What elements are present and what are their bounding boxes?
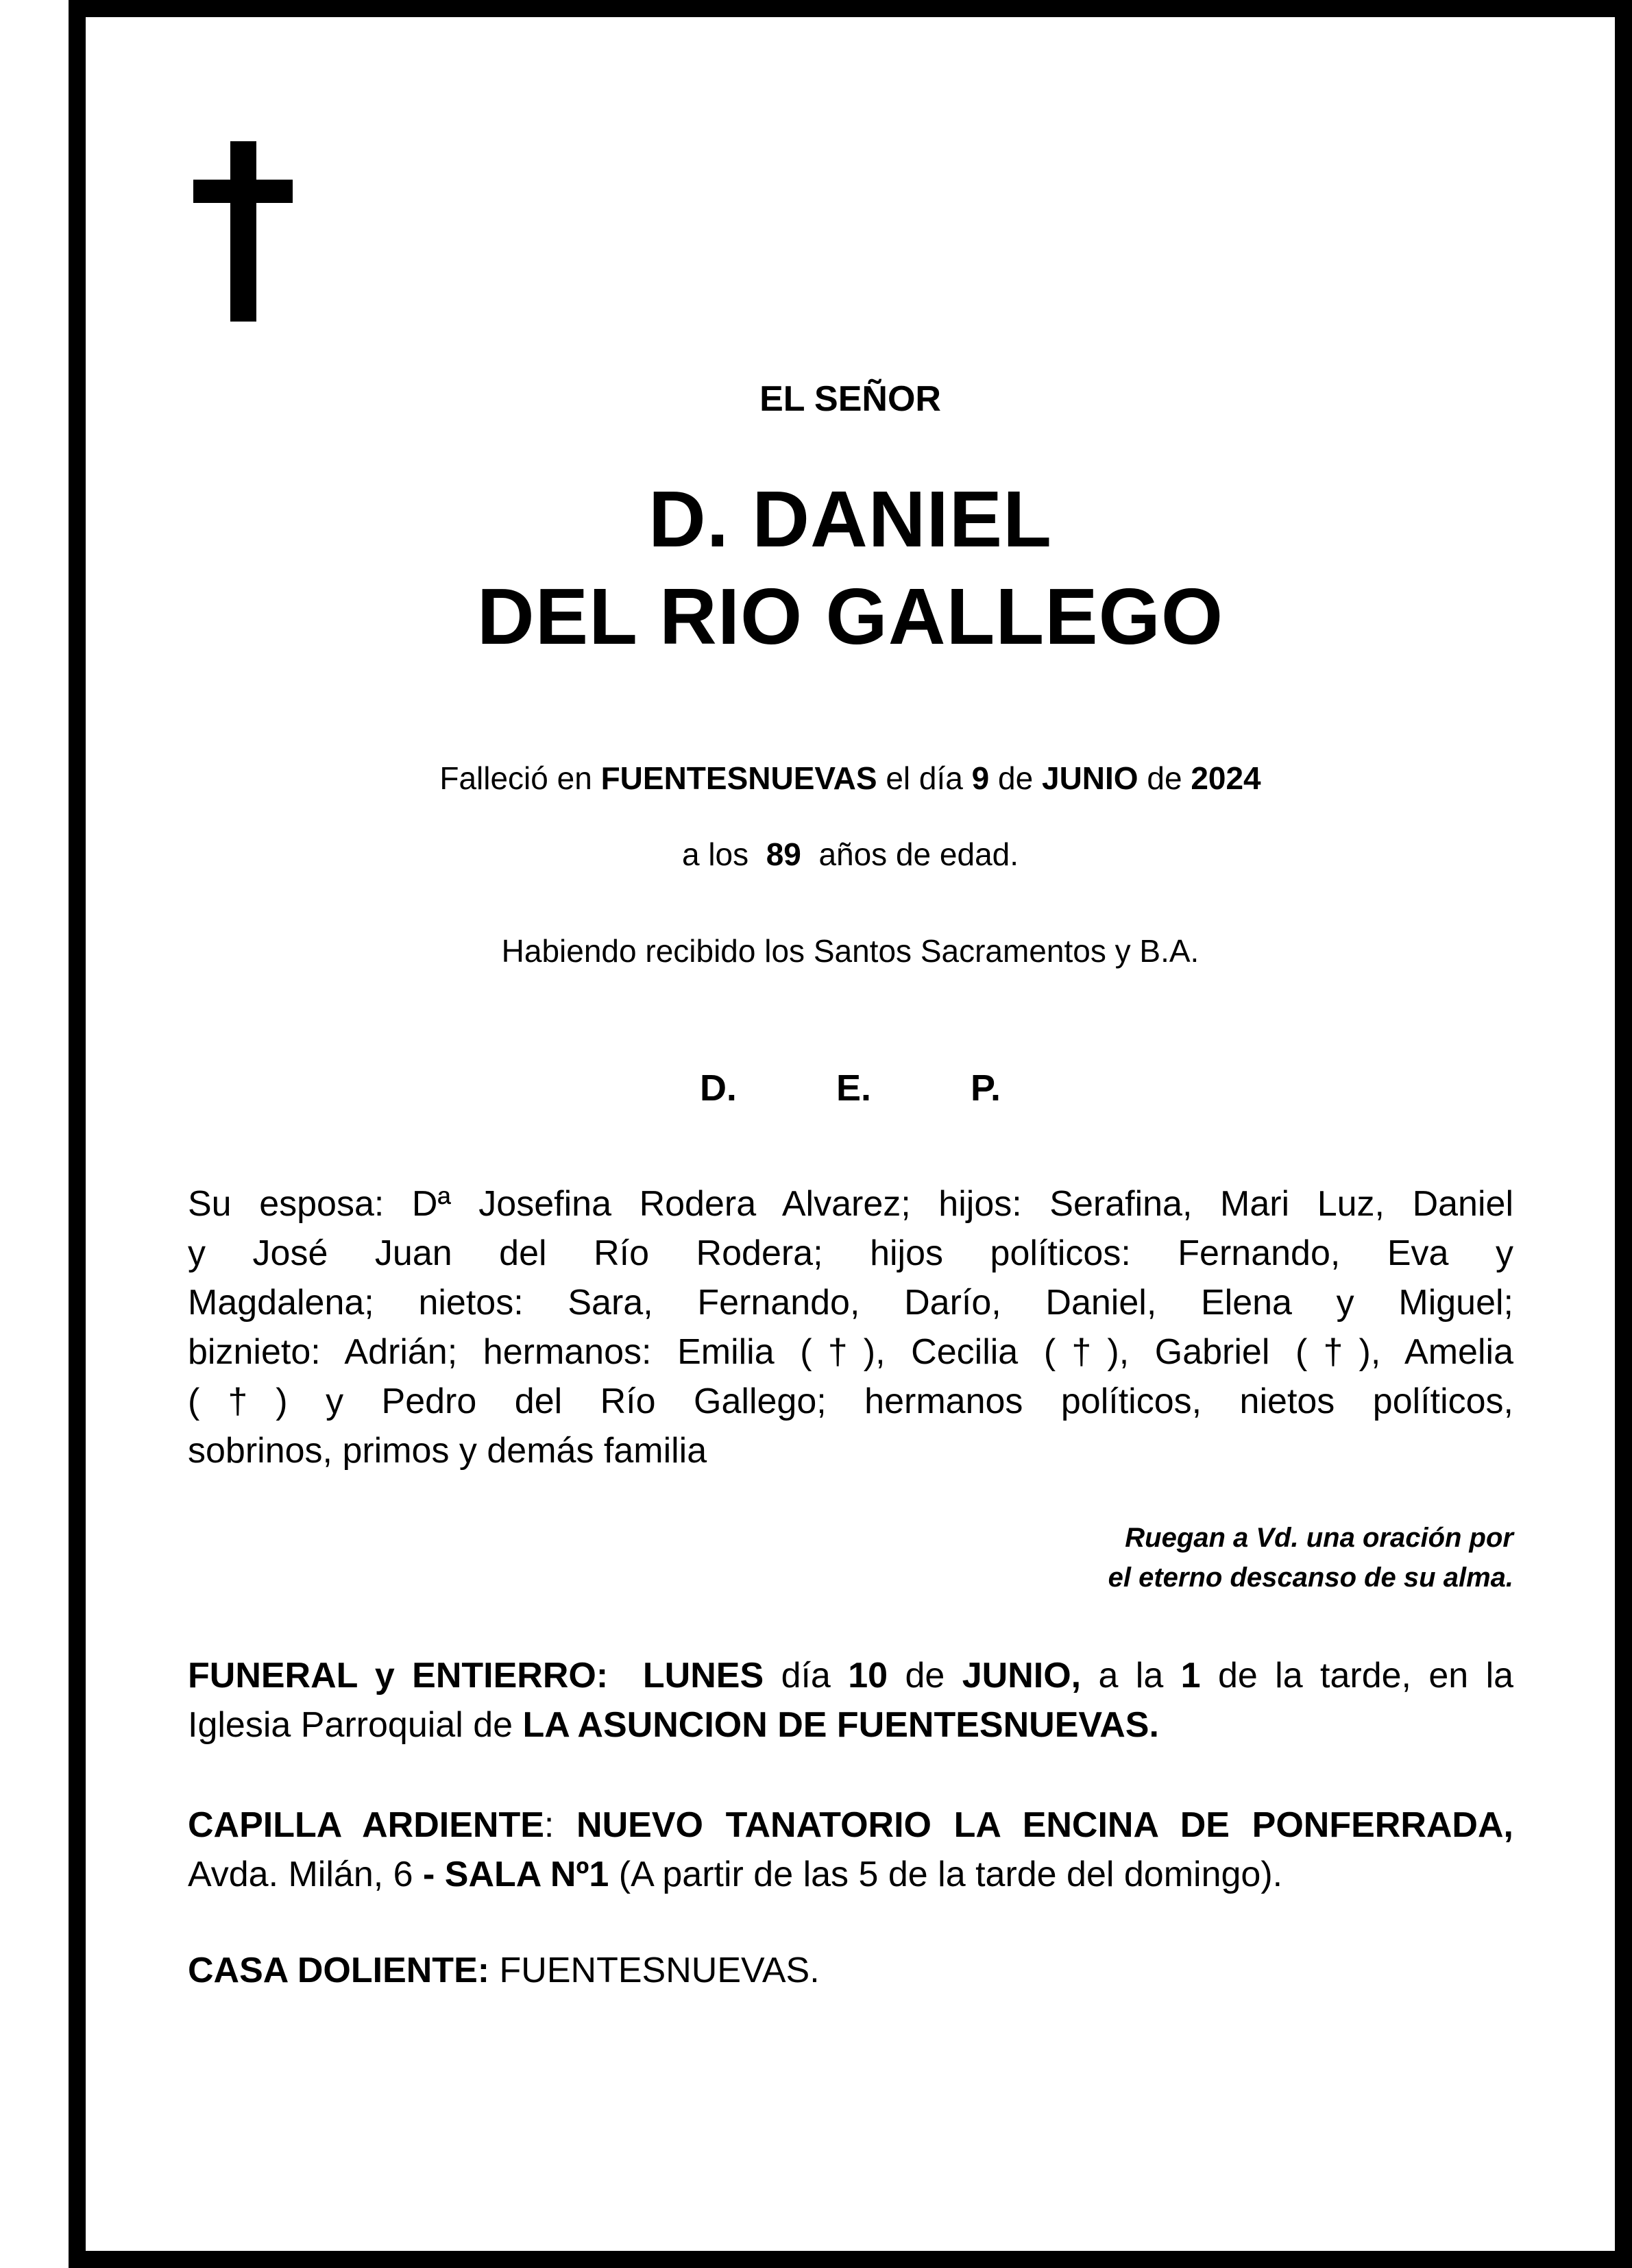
page-border (69, 0, 1632, 2268)
year-label: de (1147, 760, 1182, 796)
dep-e: E. (836, 1067, 871, 1109)
funeral-month: JUNIO, (962, 1656, 1082, 1696)
dep-d: D. (699, 1067, 737, 1109)
age-line (86, 836, 1615, 873)
family-line: Su esposa: Dª Josefina Rodera Alvarez; hijos: Serafina, Mari Luz, Daniel (188, 1184, 1513, 1224)
prayer-line2: el eterno descanso de su alma. (1108, 1563, 1513, 1593)
chapel-line1 (188, 1800, 1513, 1850)
day-label: el día (886, 760, 963, 796)
family-line: sobrinos, primos y demás familia (188, 1431, 707, 1471)
funeral-month-label: de (905, 1656, 945, 1696)
church-name: LA ASUNCION DE FUENTESNUEVAS (522, 1705, 1149, 1745)
death-month: JUNIO (1041, 760, 1138, 796)
age-prefix: a los (681, 836, 749, 872)
dep-p: P. (971, 1067, 1001, 1109)
funeral-line1 (188, 1651, 1513, 1700)
sacraments-line: Habiendo recibido los Santos Sacramentos y B.A. (501, 933, 1199, 969)
cross-horizontal-bar (193, 180, 293, 203)
funeral-weekday: LUNES (642, 1656, 764, 1696)
funeral-day: 10 (848, 1656, 888, 1696)
title-prefix: EL SEÑOR (759, 379, 941, 419)
cross-vertical-bar (230, 141, 256, 322)
mourning-house-value: FUENTESNUEVAS. (499, 1951, 820, 1990)
funeral-hour: 1 (1180, 1656, 1201, 1696)
death-line (86, 760, 1615, 797)
family-line: (†) y Pedro del Río Gallego; hermanos políticos, nietos políticos, (188, 1382, 1513, 1421)
chapel-line2 (188, 1850, 1513, 1899)
mourning-house-info (188, 1946, 1513, 1995)
prayer-line1: Ruegan a Vd. una oración por (1125, 1523, 1513, 1553)
funeral-time-suffix: de la tarde, en la (1217, 1656, 1514, 1696)
chapel-dash: - (423, 1855, 435, 1894)
family-paragraph (188, 1179, 1513, 1475)
dep-initials (86, 1067, 1615, 1109)
prayer-request (1108, 1518, 1513, 1597)
chapel-info (188, 1800, 1513, 1899)
chapel-address: Avda. Milán, 6 (188, 1855, 413, 1894)
chapel-room: SALA Nº1 (444, 1855, 609, 1894)
died-prefix: Falleció en (439, 760, 592, 796)
chapel-venue: NUEVO TANATORIO LA ENCINA DE PONFERRADA, (576, 1805, 1513, 1845)
funeral-time-prefix: a la (1098, 1656, 1164, 1696)
funeral-label: FUNERAL y ENTIERRO: (188, 1656, 609, 1696)
family-line: Magdalena; nietos: Sara, Fernando, Darío, Daniel, Elena y Miguel; (188, 1283, 1513, 1323)
deceased-name-line1: D. DANIEL (648, 474, 1052, 564)
age-suffix: años de edad. (818, 836, 1019, 872)
month-label: de (998, 760, 1034, 796)
death-year: 2024 (1191, 760, 1261, 796)
chapel-schedule: (A partir de las 5 de la tarde del domingo). (618, 1855, 1283, 1894)
church-prefix: Iglesia Parroquial de (188, 1705, 513, 1745)
death-day: 9 (971, 760, 990, 796)
funeral-day-label: día (781, 1656, 831, 1696)
death-place: FUENTESNUEVAS (600, 760, 877, 796)
funeral-line2 (188, 1700, 1513, 1750)
chapel-colon: : (544, 1805, 555, 1845)
family-line: y José Juan del Río Rodera; hijos políticos: Fernando, Eva y (188, 1233, 1513, 1273)
church-suffix: . (1149, 1705, 1159, 1745)
funeral-info (188, 1651, 1513, 1750)
age-value: 89 (766, 836, 801, 872)
deceased-name-line2: DEL RIO GALLEGO (476, 572, 1224, 661)
mourning-house-label: CASA DOLIENTE: (188, 1951, 490, 1990)
family-line: biznieto: Adrián; hermanos: Emilia (†), Cecilia (†), Gabriel (†), Amelia (188, 1332, 1513, 1372)
chapel-label: CAPILLA ARDIENTE (188, 1805, 544, 1845)
